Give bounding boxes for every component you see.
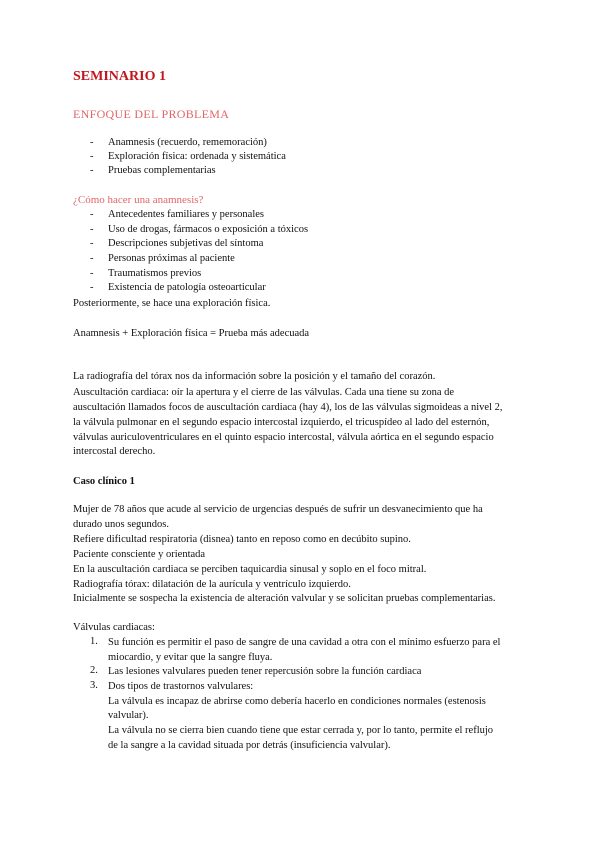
text-line: Su función es permitir el paso de sangre de una cavidad a otra con el mínimo esfuerzo para el: [108, 637, 501, 648]
list-number: 2.: [90, 665, 98, 676]
text-line: intercostal derecho.: [73, 446, 156, 457]
list-item: Exploración física: ordenada y sistemática: [108, 151, 286, 162]
list-item: Personas próximas al paciente: [108, 253, 235, 264]
text-line: Radiografía tórax: dilatación de la aurícula y ventrículo izquierdo.: [73, 579, 351, 590]
section-heading-enfoque: ENFOQUE DEL PROBLEMA: [73, 107, 230, 121]
valves-heading: Válvulas cardiacas:: [73, 622, 155, 633]
bullet-dash: -: [90, 253, 94, 264]
bullet-dash: -: [90, 151, 94, 162]
text-line: auscultación llamados focos de auscultación cardiaca (hay 4), los de las válvulas sigmoideas a nivel 2,: [73, 402, 503, 413]
list-item: Traumatismos previos: [108, 268, 202, 279]
text-line: En la auscultación cardiaca se perciben taquicardia sinusal y soplo en el foco mitral.: [73, 564, 427, 575]
text-line: valvular).: [108, 710, 149, 721]
text-line: válvulas auriculoventriculares en el quinto espacio intercostal, válvula aórtica en el segundo espacio: [73, 432, 494, 443]
list-number: 1.: [90, 636, 98, 647]
text-line: miocardio, y evitar que la sangre fluya.: [108, 652, 273, 663]
bullet-dash: -: [90, 282, 94, 293]
list-item: Pruebas complementarias: [108, 165, 216, 176]
text-line: durado unos segundos.: [73, 519, 169, 530]
document-title: SEMINARIO 1: [73, 69, 166, 84]
bullet-dash: -: [90, 165, 94, 176]
list-item: Uso de drogas, fármacos o exposición a tóxicos: [108, 224, 309, 235]
text-line: Auscultación cardiaca: oír la apertura y el cierre de las válvulas. Cada una tiene su zona de: [73, 387, 455, 398]
text-line: Posteriormente, se hace una exploración física.: [73, 298, 271, 309]
list-item: Descripciones subjetivas del síntoma: [108, 238, 264, 249]
anamnesis-question: ¿Cómo hacer una anamnesis?: [73, 194, 204, 206]
list-item: Anamnesis (recuerdo, rememoración): [108, 137, 267, 148]
text-line: Mujer de 78 años que acude al servicio de urgencias después de sufrir un desvanecimiento que ha: [73, 504, 483, 515]
bullet-dash: -: [90, 224, 94, 235]
list-item: Antecedentes familiares y personales: [108, 209, 264, 220]
bullet-dash: -: [90, 137, 94, 148]
text-line: Paciente consciente y orientada: [73, 549, 206, 560]
formula-line: Anamnesis + Exploración física = Prueba más adecuada: [73, 328, 310, 339]
bullet-dash: -: [90, 268, 94, 279]
list-number: 3.: [90, 680, 98, 691]
text-line: Las lesiones valvulares pueden tener repercusión sobre la función cardiaca: [108, 666, 422, 677]
list-item: Existencia de patología osteoarticular: [108, 282, 266, 293]
text-line: Inicialmente se sospecha la existencia de alteración valvular y se solicitan pruebas complementarias.: [73, 593, 496, 604]
text-line: la válvula pulmonar en el segundo espacio intercostal izquierdo, el tricuspídeo al lado del esternón,: [73, 417, 490, 428]
text-line: La radiografía del tórax nos da información sobre la posición y el tamaño del corazón.: [73, 371, 436, 382]
text-line: La válvula es incapaz de abrirse como debería hacerlo en condiciones normales (estenosis: [108, 696, 486, 707]
text-line: de la sangre a la cavidad situada por detrás (insuficiencia valvular).: [108, 740, 391, 751]
bullet-dash: -: [90, 209, 94, 220]
text-line: Refiere dificultad respiratoria (disnea) tanto en reposo como en decúbito supino.: [73, 534, 411, 545]
case-heading: Caso clínico 1: [73, 476, 135, 487]
text-line: La válvula no se cierra bien cuando tiene que estar cerrada y, por lo tanto, permite el reflujo: [108, 725, 494, 736]
bullet-dash: -: [90, 238, 94, 249]
text-line: Dos tipos de trastornos valvulares:: [108, 681, 254, 692]
